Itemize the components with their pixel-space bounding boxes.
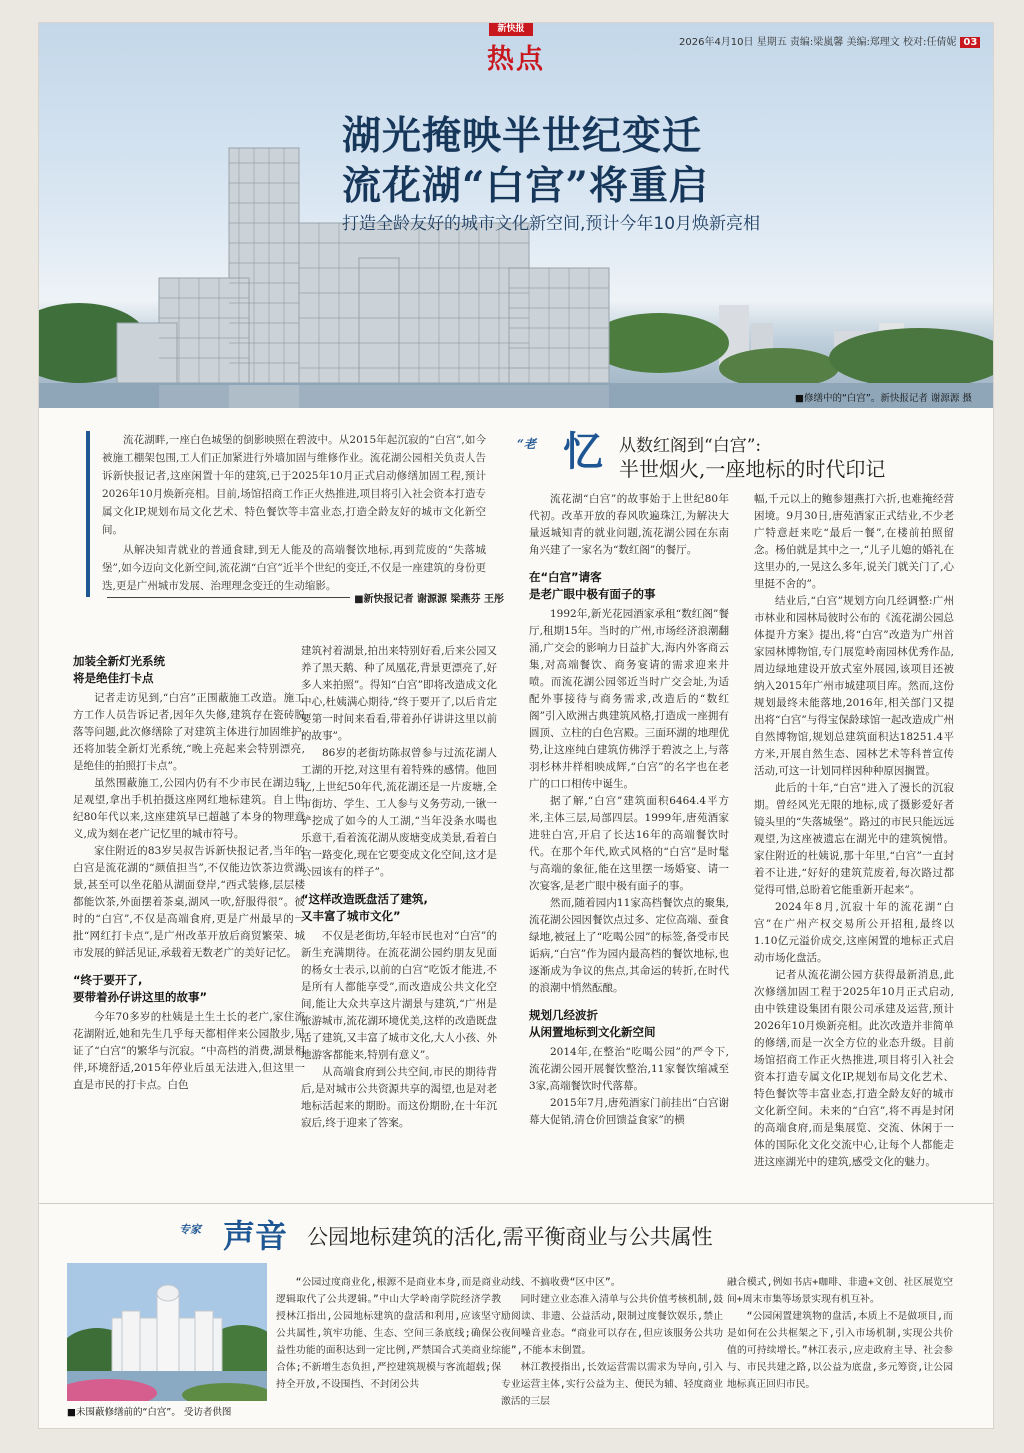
paragraph: 据了解,“白宫”建筑面积6464.4平方米,主体三层,局部四层。1999年,唐苑酒家进驻白宫,开启了长达16年的高端餐饮时代。在那个年代,欧式风格的“白宫”是时髦与高端的象征,能在这里摆一场婚宴、请一次宴客,是老广眼中极有面子的事。 <box>529 795 729 892</box>
article-column-3 <box>529 491 729 1129</box>
section-title: 热点 <box>487 44 545 75</box>
intro-block <box>86 431 486 597</box>
paragraph: 2014年,在整治“吃喝公园”的严令下,流花湖公园开展餐饮整治,11家餐饮缩减至3家,高端餐饮时代落幕。 <box>529 1046 729 1092</box>
paragraph: 记者走访见到,“白宫”正围蔽施工改造。施工方工作人员告诉记者,因年久失修,建筑存在瓷砖脱落等问题,此次修缮除了对建筑主体进行加固维护,还将加装全新灯光系统,“晚上亮起来会特别漂亮,是绝佳的拍照打卡点”。 <box>73 692 305 772</box>
heading-line: “这样改造既盘活了建筑, <box>301 892 428 906</box>
inset-photo <box>67 1263 277 1421</box>
memory-title-1: 从数红阁到“白宫”: <box>619 436 762 456</box>
memory-title-2: 半世烟火,一座地标的时代印记 <box>619 457 886 481</box>
hero-caption: ■修缮中的“白宫”。新快报记者 谢源源 摄 <box>795 393 972 404</box>
heading-line: “终于要开了, <box>73 973 143 987</box>
hero-photo <box>39 23 994 408</box>
voice-badge-big: 声音 <box>223 1217 288 1255</box>
intro-paragraph: 流花湖畔,一座白色城堡的倒影映照在碧波中。从2015年起沉寂的“白宫”,如今被施工棚架包围,工人们正加紧进行外墙加固与维修作业。流花湖公园相关负责人告诉新快报记者,这座闲置十年的建筑,已于2025年10月正式启动修缮加固工程,预计2026年10月焕新亮相。目前,场馆招商工作正火热推进,项目将引入社会资本打造专属文化IP,规划布局文化艺术、特色餐饮等丰富业态,打造全龄友好的城市文化新空间。 <box>102 434 486 536</box>
article-column-1 <box>73 643 305 1094</box>
paragraph: 今年70多岁的杜姨是土生土长的老广,家住流花湖附近,她和先生几乎每天都相伴来公园散步,见证了“白宫”的繁华与沉寂。“中高档的消费,湖景相伴,环境舒适,2015年停业后虽无法进入,但这里一直是市民的打卡点。白色 <box>73 1011 305 1091</box>
section-divider <box>39 1203 994 1204</box>
headline-line-1: 湖光掩映半世纪变迁 <box>342 113 703 159</box>
headline-line-2: 流花湖“白宫”将重启 <box>342 163 709 209</box>
column-heading <box>529 1007 729 1041</box>
paragraph: 建筑衬着湖景,拍出来特别好看,后来公园又养了黑天鹅、种了凤凰花,背景更漂亮了,好多人来拍照”。得知“白宫”即将改造成文化中心,杜姨满心期待,“终于要开了,以后肯定要第一时间来看看,带着孙仔讲讲这里以前的故事”。 <box>301 645 497 742</box>
heading-line: 从闲置地标到文化新空间 <box>529 1025 656 1039</box>
heading-line: 在“白宫”请客 <box>529 570 602 584</box>
dateline-text: 2026年4月10日 星期五 责编:梁嵐馨 美编:郑理文 校对:任倩妮 <box>679 37 957 48</box>
paragraph: 动线、不搞收费“区中区”。 <box>501 1277 621 1288</box>
article-column-2 <box>301 643 497 1132</box>
memory-badge <box>517 427 617 485</box>
paragraph: 虽然围蔽施工,公园内仍有不少市民在湖边驻足观望,拿出手机拍摄这座网红地标建筑。自上世纪80年代以来,这座建筑早已超越了本身的物理意义,成为刻在老广记忆里的城市符号。 <box>73 777 305 840</box>
heading-line: 又丰富了城市文化” <box>301 909 401 923</box>
paragraph: 2024年8月,沉寂十年的流花湖“白宫”在广州产权交易所公开招租,最终以1.10亿元溢价成交,这座闲置的地标正式启动市场化盘活。 <box>754 901 954 964</box>
white-palace-photo <box>67 1263 267 1401</box>
heading-line: 规划几经波折 <box>529 1008 598 1022</box>
paragraph: “公园过度商业化,根源不是商业本身,而是商业逻辑取代了公共逻辑。”中山大学岭南学院经济学教授林江指出,公园地标建筑的盘活和利用,应该坚守公共属性,筑牢功能、生态、空间三条底线;确保公益性功能的面积达到一定比例,严禁国合式美商业综合体;不新增生态负担,严控建筑规模与客流超载;保持全开放,不设围挡、不封闭公共 <box>276 1277 501 1390</box>
paragraph: “公园闲置建筑物的盘活,本质上不是做项目,而是如何在公共框架之下,引入市场机制,实现公共价值的可持续增长。”林江表示,应走政府主导、社会参与、市民共建之路,以公益为底盘,多元筹资,让公园地标真正回归市民。 <box>727 1311 953 1390</box>
dateline <box>679 33 980 48</box>
paragraph: 86岁的老街坊陈叔曾参与过流花湖人工湖的开挖,对这里有着特殊的感情。他回忆,上世纪50年代,流花湖还是一片废塘,全市街坊、学生、工人参与义务劳动,一锹一铲挖成了如今的人工湖,“当年没条水喝也乐意干,看着流花湖从废塘变成美景,看着白宫一路变化,现在它要变成文化空间,这才是公园该有的样子”。 <box>301 747 497 878</box>
page-number: 03 <box>960 37 980 48</box>
voice-badge <box>179 1211 299 1259</box>
paragraph: 记者从流花湖公园方获得最新消息,此次修缮加固工程于2025年10月正式启动,由中铁建设集团有限公司承建及运营,预计2026年10月焕新亮相。此次改造并非简单的修缮,而是一次全方位的业态升级。目前场馆招商工作正火热推进,项目将引入社会资本打造专属文化IP,规划布局文化艺术、特色餐饮等丰富业态,打造全龄友好的城市文化新空间。未来的“白宫”,将不再是封闭的高端食府,而是集展览、交流、休闲于一体的国际化文化交流中心,让每个人都能走进这座湖光中的建筑,感受文化的魅力。 <box>754 969 954 1168</box>
paragraph: 然而,随着园内11家高档餐饮点的聚集,流花湖公园因餐饮点过多、定位高端、蚕食绿地,被冠上了“吃喝公园”的标签,备受市民诟病,“白宫”作为园内最高档的餐饮地标,也逐渐成为争议的焦点,其命运的转折,在时代的浪潮中悄然酝酿。 <box>529 897 729 994</box>
paragraph: 家住附近的83岁吴叔告诉新快报记者,当年的白宫是流花湖的“颜值担当”,不仅能边饮茶边赏湖景,甚至可以坐花船从湖面登岸,“西式装修,层层楼都能饮茶,外面摆着茶桌,湖风一吹,舒服得很”。彼时的“白宫”,不仅是高端食府,更是广州最早的一批“网红打卡点”,是广州改革开放后商贸繁荣、城市发展的鲜活见证,承载着无数老广的美好记忆。 <box>73 845 305 959</box>
paragraph: 不仅是老街坊,年轻市民也对“白宫”的新生充满期待。在流花湖公园约朋友见面的杨女士表示,以前的白宫“吃饭才能进,不是所有人都能享受”,而改造成公共文化空间,能让大众共享这片湖景与建筑,“广州是旅游城市,流花湖环境优美,这样的改造既盘活了建筑,又丰富了城市文化,大人小孩、外地游客都能来,特别有意义”。 <box>301 930 497 1061</box>
memory-badge-small: “老 <box>517 437 536 451</box>
newspaper-brand: 新快报 <box>489 23 533 36</box>
paragraph: 此后的十年,“白宫”进入了漫长的沉寂期。曾经风光无限的地标,成了摄影爱好者镜头里的“失落城堡”。路过的市民只能远远观望,为这座被遗忘在湖光中的建筑惋惜。家住附近的杜姨说,那十年里,“白宫”一直封着不让进,“好好的建筑荒废着,每次路过都觉得可惜,总盼着它能重新开起来”。 <box>754 782 954 896</box>
voice-title: 公园地标建筑的活化,需平衡商业与公共属性 <box>307 1225 713 1249</box>
heading-line: 是老广眼中极有面子的事 <box>529 587 656 601</box>
byline: ■新快报记者 谢源源 梁燕芬 王彤 <box>350 590 504 605</box>
voice-column-3 <box>727 1274 953 1393</box>
voice-badge-small: 专家 <box>179 1223 201 1236</box>
column-heading <box>73 972 305 1006</box>
inset-photo-caption: ■未围蔽修缮前的“白宫”。 受访者供图 <box>67 1407 232 1418</box>
column-heading <box>73 653 305 687</box>
newspaper-page <box>38 22 994 1429</box>
intro-paragraph: 从解决知青就业的普通食肆,到无人能及的高端餐饮地标,再到荒废的“失落城堡”,如今迈向文化新空间,流花湖“白宫”近半个世纪的变迁,不仅是一座建筑的身份更迭,更是广州城市发展、治理理念变迁的生动缩影。 <box>102 544 486 592</box>
paragraph: 幅,千元以上的鲍参翅燕打六折,也难掩经营困境。9月30日,唐苑酒家正式结业,不少老广特意赶来吃“最后一餐”,在楼前拍照留念。杨伯就是其中之一,“儿子儿媳的婚礼在这里办的,一晃这么多年,说关门就关门了,心里挺不舍的”。 <box>754 493 954 590</box>
article-column-4 <box>754 491 954 1171</box>
paragraph: 林江教授指出,长效运营需以需求为导向,引入专业运营主体,实行公益为主、便民为辅、轻度商业激活的三层 <box>501 1362 723 1407</box>
paragraph: 同时建立业态准入清单与公共价值考核机制,鼓励阅读、非遗、公益活动,限制过度餐饮娱乐,禁止夜间噪音业态。“商业可以存在,但应该服务公共功能”,不能本末倒置。 <box>501 1294 723 1356</box>
voice-column-2 <box>501 1274 723 1410</box>
byline-rule <box>107 594 504 611</box>
paragraph: 流花湖“白宫”的故事始于上世纪80年代初。改革开放的春风吹遍珠江,为解决大量返城知青的就业问题,流花湖公园在东南角兴建了一家名为“数红阁”的餐厅。 <box>529 493 729 556</box>
paragraph: 2015年7月,唐苑酒家门前挂出“白宫谢幕大促销,清仓价回馈益食家”的横 <box>529 1097 729 1126</box>
heading-line: 要带着孙仔讲这里的故事” <box>73 990 208 1004</box>
memory-badge-big: 忆 <box>563 428 603 475</box>
voice-column-1 <box>276 1274 501 1393</box>
paragraph: 1992年,新光花园酒家承租“数红阁”餐厅,租期15年。当时的广州,市场经济浪潮翻涌,广交会的影响力日益扩大,海内外客商云集,对高端餐饮、商务宴请的需求迎来井喷。而流花湖公园邻近当时广交会址,为适配外事接待与商务需求,改造后的“数红阁”引入欧洲古典建筑风格,打造成一座拥有圆顶、立柱的白色宫殿。三面环湖的地理优势,让这座纯白建筑仿佛浮于碧波之上,与落羽杉林井样相映成辉,“白宫”的名字也在老广的口口相传中诞生。 <box>529 608 729 790</box>
heading-line: 将是绝佳打卡点 <box>73 671 154 685</box>
paragraph: 融合模式,例如书店+咖啡、非遗+文创、社区展览空间+周末市集等场景实现有机互补。 <box>727 1277 953 1305</box>
heading-line: 加装全新灯光系统 <box>73 654 165 668</box>
paragraph: 结业后,“白宫”规划方向几经调整:广州市林业和园林局彼时公布的《流花湖公园总体提升方案》提出,将“白宫”改造为广州首家园林博物馆,专门展览岭南园林优秀作品,周边绿地建设开放式室外展园,该项目还被纳入2015年广州市城建项目库。然而,这份规划最终未能落地,2016年,相关部门又提出将“白宫”与得宝保龄球馆一起改造成广州自然博物馆,规划总建筑面积达18251.4平方米,开展自然生态、园林艺术等科普宣传活动,可这一计划同样因种种原因搁置。 <box>754 595 954 777</box>
paragraph: 从高端食府到公共空间,市民的期待背后,是对城市公共资源共享的渴望,也是对老地标活起来的期盼。而这份期盼,在十年沉寂后,终于迎来了答案。 <box>301 1066 497 1129</box>
column-heading <box>529 569 729 603</box>
column-heading <box>301 891 497 925</box>
subheadline: 打造全龄友好的城市文化新空间,预计今年10月焕新亮相 <box>342 214 761 234</box>
